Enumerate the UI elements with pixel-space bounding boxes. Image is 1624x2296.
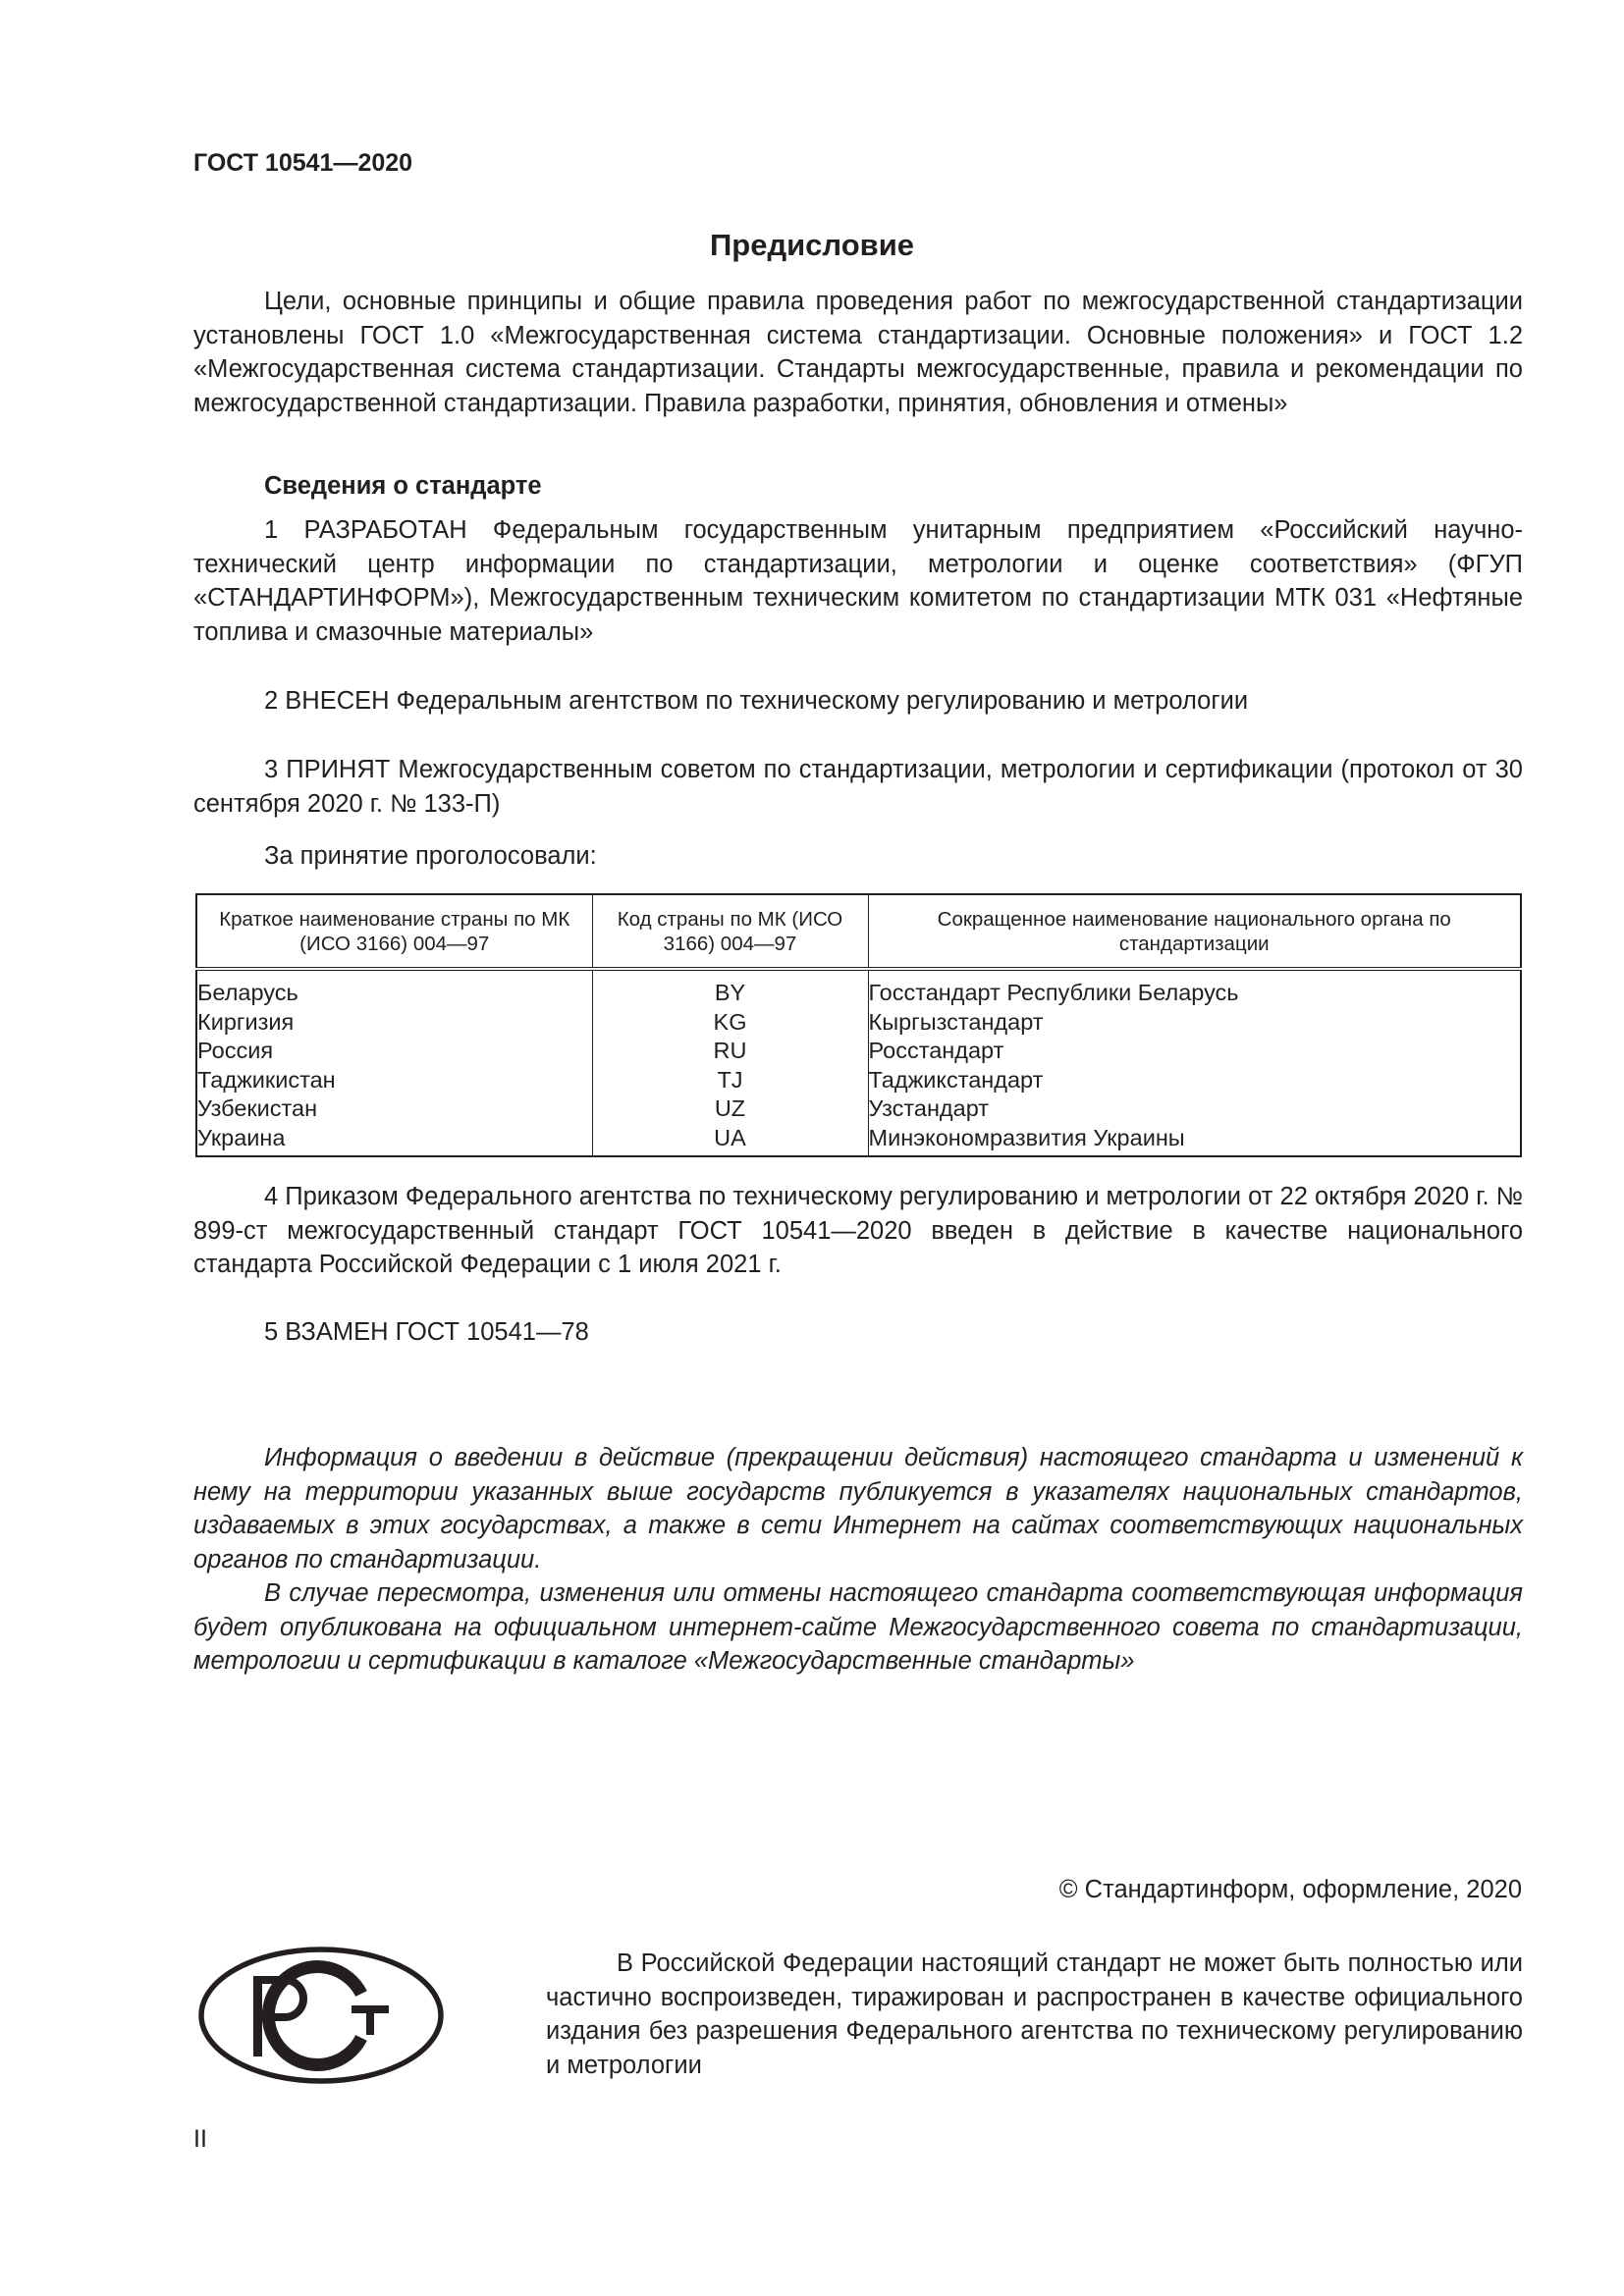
vote-intro: За принятие проголосовали:	[264, 842, 597, 870]
item-enacted: 4 Приказом Федерального агентства по техническому регулированию и метрологии от 22 октября 2020 г. № 899-ст межгосударственный стандарт ГОСТ 10541—2020 введен в действие в качестве национального стандарта Российской Федерации с 1 июля 2021 г.	[193, 1183, 1523, 1278]
country-name: Украина	[197, 1124, 286, 1150]
page-number: II	[193, 2125, 207, 2153]
country-code: BY	[714, 980, 746, 1005]
table-body-row	[196, 969, 1521, 1156]
country-name-column	[196, 969, 592, 1156]
country-code: UA	[714, 1124, 746, 1150]
standards-body: Госстандарт Республики Беларусь	[868, 980, 1239, 1005]
header-country-name: Краткое наименование страны по МК (ИСО 3166) 004—97	[196, 894, 592, 969]
item-adopted: 3 ПРИНЯТ Межгосударственным советом по стандартизации, метрологии и сертификации (протокол от 30 сентября 2020 г. № 133-П)	[193, 756, 1523, 818]
country-code: KG	[713, 1008, 747, 1035]
section-title: Сведения о стандарте	[264, 472, 542, 500]
country-name: Беларусь	[197, 980, 298, 1005]
standards-body: Таджикстандарт	[868, 1066, 1044, 1093]
country-name: Киргизия	[197, 1008, 295, 1035]
country-code: TJ	[717, 1066, 743, 1093]
standards-body: Росстандарт	[868, 1038, 1004, 1063]
standards-body-column	[868, 969, 1521, 1156]
header-country-code: Код страны по МК (ИСО 3166) 004—97	[592, 894, 868, 969]
country-code-column	[592, 969, 868, 1156]
document-header-id: ГОСТ 10541—2020	[193, 149, 413, 177]
header-standards-body: Сокращенное наименование национального органа по стандартизации	[937, 907, 1451, 955]
item-submitted: 2 ВНЕСЕН Федеральным агентством по техническому регулированию и метрологии	[264, 687, 1249, 715]
intro-paragraph: Цели, основные принципы и общие правила проведения работ по межгосударственной стандартизации установлены ГОСТ 1.0 «Межгосударственная система стандартизации. Основные положения» и ГОСТ 1.2 «Межгосударственная система стандартизации. Стандарты межгосударственные, правила и рекомендации по межгосударственной стандартизации. Правила разработки, принятия, обновления и отмены»	[193, 288, 1523, 417]
country-name: Узбекистан	[197, 1095, 318, 1121]
country-code: UZ	[714, 1095, 746, 1121]
standards-body: Минэкономразвития Украины	[868, 1124, 1185, 1150]
item-developed: 1 РАЗРАБОТАН Федеральным государственным унитарным предприятием «Российский научно-технический центр информации по стандартизации, метрологии и оценке соответствия» (ФГУП «СТАНДАРТИНФОРМ»), Межгосударственным техническим комитетом по стандартизации МТК 031 «Нефтяные топлива и смазочные материалы»	[193, 516, 1523, 646]
copyright-notice: © Стандартинформ, оформление, 2020	[1058, 1876, 1522, 1903]
country-name: Таджикистан	[197, 1066, 336, 1093]
standards-body: Узстандарт	[868, 1095, 990, 1121]
voting-states-table	[195, 893, 1522, 1157]
standards-body: Кыргызстандарт	[868, 1008, 1044, 1035]
country-code: RU	[713, 1038, 747, 1063]
rst-mark-icon	[196, 1945, 446, 2086]
reproduction-notice: В Российской Федерации настоящий стандарт не может быть полностью или частично воспроизведен, тиражирован и распространен в качестве официального издания без разрешения Федерального агентства по техническому регулированию и метрологии	[546, 1949, 1523, 2079]
country-name: Россия	[197, 1038, 274, 1063]
table-header-row	[196, 894, 1521, 969]
page-title: Предисловие	[709, 228, 914, 262]
item-replaces: 5 ВЗАМЕН ГОСТ 10541—78	[264, 1318, 589, 1346]
info-note-revision: В случае пересмотра, изменения или отмены настоящего стандарта соответствующая информация будет опубликована на официальном интернет-сайте Межгосударственного совета по стандартизации, метрологии и сертификации в каталоге «Межгосударственные стандарты»	[193, 1579, 1523, 1675]
info-note-publication: Информация о введении в действие (прекращении действия) настоящего стандарта и изменений к нему на территории указанных выше государств публикуется в указателях национальных стандартов, издаваемых в этих государствах, а также в сети Интернет на сайтах соответствующих национальных органов по стандартизации.	[193, 1444, 1523, 1574]
